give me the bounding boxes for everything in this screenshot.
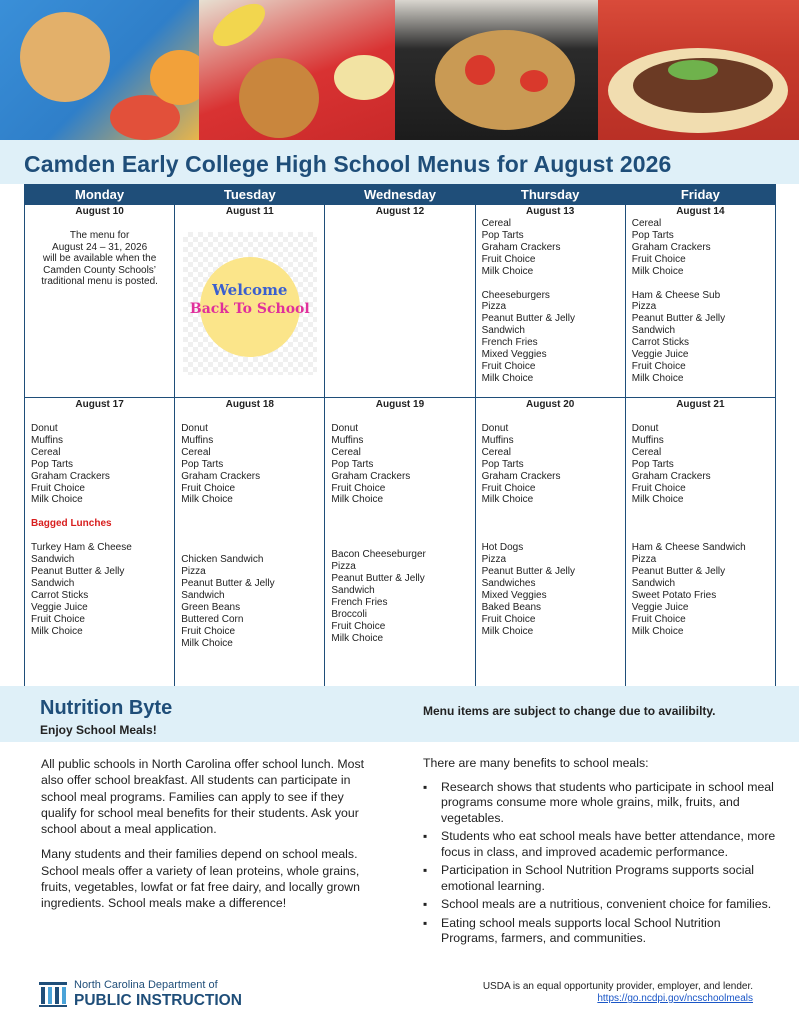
benefit-item: ▪ Students who eat school meals have better attendance, more focus in class, and improved academic performance. (423, 829, 779, 860)
menu-item: Milk Choice (631, 494, 684, 506)
menu-list (181, 411, 318, 650)
menu-item: Muffins (331, 434, 364, 446)
menu-item: Fruit Choice (31, 613, 85, 625)
menu-item: Cereal (31, 446, 61, 458)
menu-item: Peanut Butter & Jelly (631, 313, 726, 325)
menu-item: Donut (331, 423, 359, 434)
menu-list (331, 411, 468, 645)
menu-item: Sandwich (31, 577, 75, 589)
benefit-item: ▪ School meals are a nutritious, convenient choice for families. (423, 897, 779, 913)
menu-item: Fruit Choice (331, 620, 386, 632)
day-cell-aug-12 (325, 205, 475, 398)
day-date: August 21 (676, 399, 725, 410)
benefits-intro: There are many benefits to school meals: (423, 756, 649, 770)
menu-item: Graham Crackers (481, 470, 561, 482)
menu-item: Donut (631, 423, 659, 434)
menu-item: Sandwich (31, 554, 75, 566)
menu-item: Pop Tarts (331, 458, 374, 470)
menu-item: Graham Crackers (331, 470, 411, 482)
ncdpi-logo (38, 978, 248, 1010)
day-header-thursday: Thursday (475, 185, 625, 205)
menu-item: Pizza (481, 554, 507, 566)
menu-item: Milk Choice (181, 494, 233, 506)
nutrition-right-column (423, 756, 779, 950)
menu-item: Graham Crackers (631, 470, 711, 482)
menu-item: Graham Crackers (31, 470, 110, 482)
day-date: August 12 (375, 206, 425, 217)
week-row-2 (25, 398, 776, 688)
taco-photo (598, 0, 799, 140)
menu-item: Pizza (631, 301, 657, 313)
nutrition-title: Nutrition Byte (40, 697, 173, 719)
school-meals-link[interactable]: https://go.ncdpi.gov/ncschoolmeals (597, 993, 753, 1004)
menu-item: Ham & Cheese Sub (631, 289, 721, 301)
menu-item: Hot Dogs (481, 542, 524, 554)
back-to-school-text: Back To School (189, 301, 310, 317)
menu-item: Graham Crackers (181, 470, 261, 482)
day-cell-aug-14 (625, 205, 775, 398)
menu-item: Veggie Juice (631, 349, 689, 361)
day-date: August 11 (225, 206, 274, 217)
menu-item: Ham & Cheese Sandwich (631, 542, 746, 554)
menu-item: Fruit Choice (481, 613, 536, 625)
menu-item: Cereal (331, 446, 361, 458)
menu-item: Fruit Choice (631, 613, 686, 625)
welcome-text: Welcome (212, 281, 288, 299)
muffin-banana-milk-photo (199, 0, 395, 140)
menu-item: Milk Choice (481, 372, 534, 384)
day-cell-aug-21 (625, 398, 775, 688)
menu-calendar (24, 184, 776, 688)
day-cell-aug-17 (25, 398, 175, 688)
day-cell-aug-13 (475, 205, 625, 398)
menu-item: Fruit Choice (631, 482, 686, 494)
menu-item: Milk Choice (481, 265, 534, 277)
menu-item: Fruit Choice (31, 482, 85, 494)
menu-item: Peanut Butter & Jelly (481, 313, 575, 325)
ncdpi-logo-mark-icon (38, 978, 68, 1008)
nutrition-subtitle: Enjoy School Meals! (40, 723, 157, 737)
menu-item: Milk Choice (31, 494, 83, 506)
menu-item: Fruit Choice (631, 253, 686, 265)
menu-item: Milk Choice (331, 494, 384, 506)
menu-item: Veggie Juice (631, 601, 689, 613)
day-cell-aug-18 (175, 398, 325, 688)
usda-statement: USDA is an equal opportunity provider, employer, and lender. (482, 981, 753, 992)
menu-item: Muffins (631, 434, 664, 446)
menu-list (482, 218, 619, 385)
menu-item: Peanut Butter & Jelly (31, 566, 125, 578)
menu-availability-note: The menu for August 24 – 31, 2026 will be available when the Camden County Schools’ traditional menu is posted. (41, 230, 158, 287)
day-date: August 17 (75, 399, 124, 410)
menu-item: Pizza (181, 566, 206, 578)
day-cell-aug-20 (475, 398, 625, 688)
menu-item: French Fries (331, 596, 388, 608)
logo-line-2: PUBLIC INSTRUCTION (74, 992, 242, 1009)
menu-item: Green Beans (181, 601, 241, 613)
menu-item: Pop Tarts (31, 458, 74, 470)
menu-item: Cereal (181, 446, 211, 458)
day-date: August 20 (525, 399, 575, 410)
day-date: August 14 (676, 206, 725, 217)
menu-item: Pizza (481, 301, 507, 313)
menu-item: Peanut Butter & Jelly (631, 566, 726, 578)
menu-item: Pizza (631, 554, 657, 566)
menu-item: Sandwich (181, 590, 225, 602)
benefit-item: ▪ Participation in School Nutrition Programs supports social emotional learning. (423, 863, 779, 894)
menu-item: Pizza (331, 561, 356, 573)
menu-item: Milk Choice (631, 372, 684, 384)
menu-item: Broccoli (331, 608, 367, 620)
menu-item: Fruit Choice (481, 482, 536, 494)
menu-item: Pop Tarts (481, 458, 524, 470)
menu-item: Peanut Butter & Jelly (481, 566, 575, 578)
menu-item: Muffins (481, 434, 514, 446)
menu-item: Milk Choice (481, 625, 534, 637)
menu-item: Cereal (631, 218, 662, 229)
menu-item: Carrot Sticks (31, 589, 89, 601)
menu-list (632, 218, 769, 385)
menu-item: Peanut Butter & Jelly (181, 578, 275, 590)
menu-item: Sandwich (631, 325, 676, 337)
menu-item: Peanut Butter & Jelly (331, 573, 425, 585)
menu-item: Milk Choice (631, 265, 684, 277)
day-header-friday: Friday (625, 185, 775, 205)
menu-item: Milk Choice (181, 637, 233, 649)
menu-item: Donut (481, 423, 509, 434)
menu-item: Cheeseburgers (481, 289, 550, 301)
day-date: August 10 (75, 206, 124, 217)
menu-list (31, 411, 168, 638)
menu-item: Donut (181, 423, 208, 434)
menu-item: Buttered Corn (181, 613, 244, 625)
photo-banner (0, 0, 799, 140)
welcome-back-to-school-image (183, 232, 317, 375)
day-cell-aug-11 (175, 205, 325, 398)
menu-item: Fruit Choice (181, 625, 236, 637)
menu-item: Pop Tarts (181, 458, 224, 470)
day-cell-aug-19 (325, 398, 475, 688)
page-title: Camden Early College High School Menus for August 2026 (24, 151, 672, 177)
day-header-wednesday: Wednesday (325, 185, 475, 205)
menu-item: Muffins (181, 434, 214, 446)
menu-list (632, 411, 769, 638)
week-row-1 (25, 205, 776, 398)
menu-item: Sandwich (631, 578, 676, 590)
menu-item: Carrot Sticks (631, 337, 689, 349)
menu-item: Milk Choice (31, 625, 83, 637)
noodle-stir-fry-photo (395, 0, 598, 140)
nutrition-left-column (41, 756, 376, 921)
benefits-list (423, 780, 779, 947)
menu-item: Milk Choice (631, 625, 684, 637)
menu-item: Sandwich (331, 585, 375, 597)
menu-item: Fruit Choice (181, 482, 236, 494)
nutrition-paragraph: All public schools in North Carolina offer school lunch. Most also offer school breakfast. All students can participate in school meal programs. Families can apply to see if they qualify for school meal benefits for their students. Ask your school about a meal application. (41, 757, 365, 837)
day-header-monday: Monday (25, 185, 175, 205)
day-date: August 18 (225, 399, 274, 410)
menu-item: Pop Tarts (631, 229, 674, 241)
menu-item: Pop Tarts (481, 229, 524, 241)
benefit-item: ▪ Eating school meals supports local School Nutrition Programs, farmers, and communities. (423, 916, 779, 947)
menu-item: French Fries (481, 337, 538, 349)
menu-item: Mixed Veggies (481, 589, 547, 601)
menu-item: Milk Choice (481, 494, 534, 506)
day-cell-aug-10 (25, 205, 175, 398)
logo-line-1: North Carolina Department of (74, 979, 218, 991)
menu-item: Mixed Veggies (481, 349, 547, 361)
menu-list (482, 411, 619, 638)
menu-item: Baked Beans (481, 601, 542, 613)
benefit-item: ▪ Research shows that students who participate in school meal programs consume more whole grains, milk, fruits, and vegetables. (423, 780, 779, 827)
menu-item: Sweet Potato Fries (631, 589, 717, 601)
menu-item: Cereal (631, 446, 662, 458)
menu-item: Bacon Cheeseburger (331, 549, 426, 561)
menu-item: Cereal (481, 218, 512, 229)
nutrition-paragraph: Many students and their families depend on school meals. School meals offer a variety of lean proteins, whole grains, fruits, vegetables, lowfat or fat free dairy, and locally grown ingredients. School meals make a difference! (41, 847, 360, 911)
menu-item: Sandwich (481, 325, 525, 337)
menu-item: Turkey Ham & Cheese (31, 542, 132, 554)
menu-item: Graham Crackers (631, 241, 711, 253)
menu-item: Graham Crackers (481, 241, 561, 253)
day-header-tuesday: Tuesday (175, 185, 325, 205)
day-header-row (25, 185, 776, 205)
day-date: August 13 (525, 206, 575, 217)
menu-item: Fruit Choice (331, 482, 386, 494)
menu-item: Fruit Choice (631, 360, 686, 372)
menu-item: Veggie Juice (31, 601, 88, 613)
menu-item: Pop Tarts (631, 458, 674, 470)
menu-item: Muffins (31, 434, 64, 446)
chicken-biscuit-photo (0, 0, 199, 140)
menu-item: Fruit Choice (481, 253, 536, 265)
menu-change-notice: Menu items are subject to change due to availibilty. (423, 704, 716, 718)
menu-item: Fruit Choice (481, 360, 536, 372)
menu-item: Sandwiches (481, 578, 536, 590)
menu-item: Donut (31, 423, 58, 434)
menu-item: Cereal (481, 446, 512, 458)
menu-item: Chicken Sandwich (181, 554, 264, 566)
menu-item: Milk Choice (331, 632, 384, 644)
day-date: August 19 (375, 399, 425, 410)
bagged-lunches-label: Bagged Lunches (31, 518, 112, 530)
